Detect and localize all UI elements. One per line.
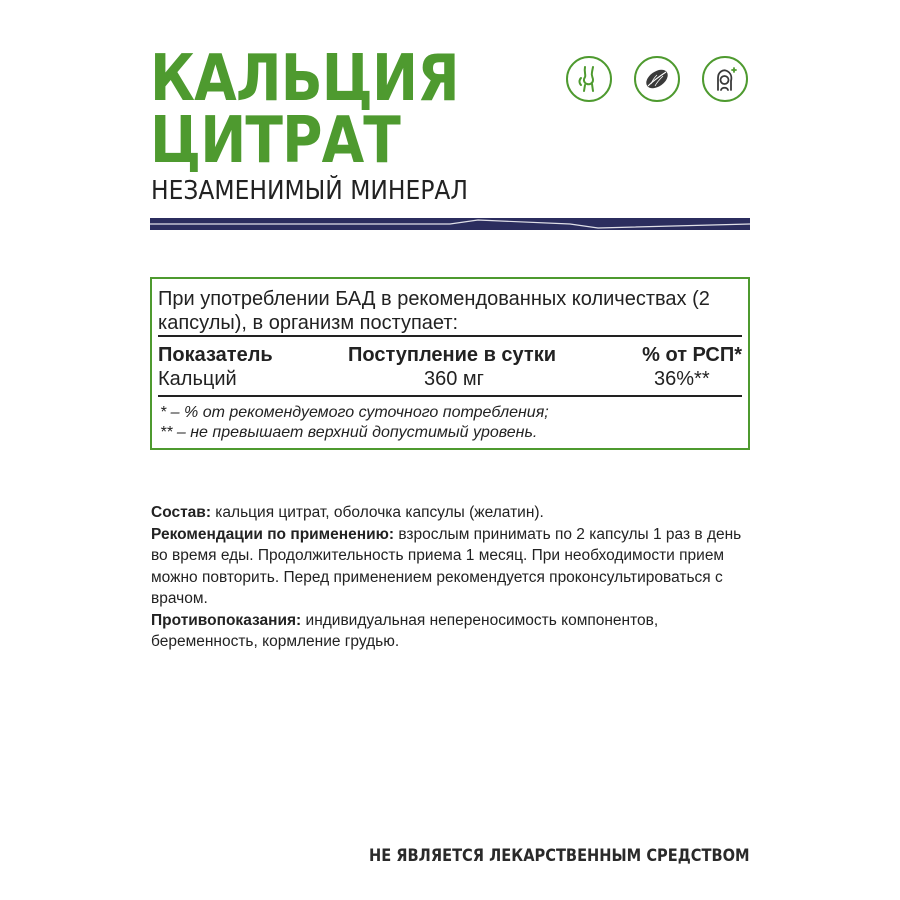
joint-icon bbox=[566, 56, 612, 102]
seed-icon bbox=[634, 56, 680, 102]
composition-text: кальция цитрат, оболочка капсулы (желатин). bbox=[215, 504, 544, 521]
hair-care-icon bbox=[702, 56, 748, 102]
product-title bbox=[150, 42, 459, 178]
table-bottom-rule bbox=[158, 395, 742, 397]
row-amount-calcium: 360 мг bbox=[424, 368, 484, 390]
nutrition-box bbox=[150, 277, 750, 450]
benefit-icons bbox=[566, 56, 750, 108]
title-line-1: КАЛЬЦИЯ bbox=[150, 42, 459, 116]
row-percent-calcium: 36%** bbox=[654, 368, 710, 390]
column-header-rsp-percent: % от РСП* bbox=[642, 344, 742, 366]
decorative-band bbox=[150, 218, 750, 230]
footnote-upper-limit: ** – не превышает верхний допустимый уровень. bbox=[160, 424, 538, 441]
row-indicator-calcium: Кальций bbox=[158, 368, 237, 390]
product-info bbox=[151, 502, 751, 653]
contraindications-text: индивидуальная непереносимость компонентов, беременность, кормление грудью. bbox=[151, 611, 659, 650]
usage-text: взрослым принимать по 2 капсулы 1 раз в день во время еды. Продолжительность приема 1 месяц. При необходимости прием можно повторить. Перед применением рекомендуется проконсультироваться с врачом. bbox=[151, 525, 742, 607]
column-header-indicator: Показатель bbox=[158, 344, 273, 366]
footnote-rsp: * – % от рекомендуемого суточного потребления; bbox=[160, 404, 549, 421]
table-top-rule bbox=[158, 335, 742, 337]
contraindications-label: Противопоказания: bbox=[151, 611, 302, 629]
nutrition-intro: При употреблении БАД в рекомендованных количествах (2 капсулы), в организм поступает: bbox=[158, 288, 710, 334]
not-a-medicine-disclaimer: НЕ ЯВЛЯЕТСЯ ЛЕКАРСТВЕННЫМ СРЕДСТВОМ bbox=[369, 846, 750, 866]
column-header-daily-intake: Поступление в сутки bbox=[348, 344, 557, 366]
usage-label: Рекомендации по применению: bbox=[151, 525, 395, 543]
composition-label: Состав: bbox=[151, 504, 211, 521]
title-line-2: ЦИТРАТ bbox=[150, 104, 400, 178]
product-subtitle: НЕЗАМЕНИМЫЙ МИНЕРАЛ bbox=[151, 176, 469, 206]
